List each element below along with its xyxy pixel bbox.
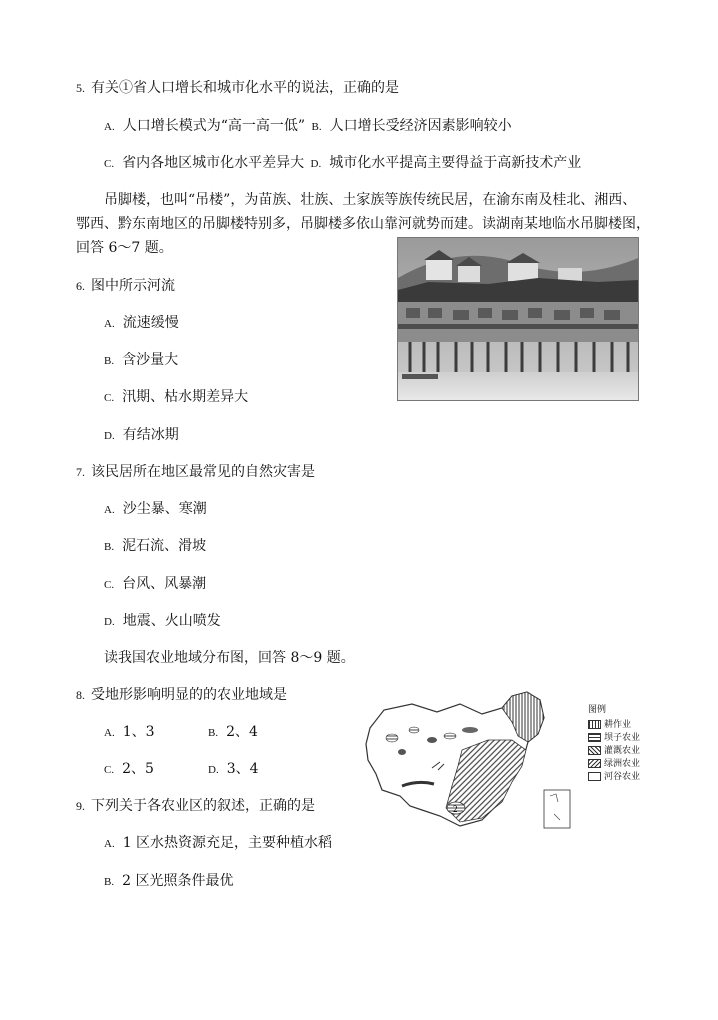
q8-opt-d: 3、4 [226,761,259,777]
legend-label-bazi: 坝子农业 [604,733,641,743]
q7-opt-d-letter: D. [104,616,115,628]
q5-opt-b[interactable]: 人口增长受经济因素影响较小 [329,118,512,134]
legend-item-oasis [588,756,648,769]
q5-stem-line [76,78,399,98]
q6-stem-line [76,276,175,296]
q7-number: 7. [76,465,85,479]
china-agriculture-map [362,690,647,830]
q8-option-b[interactable] [208,722,258,743]
q9-opt-b-letter: B. [104,876,115,888]
legend-item-valley [588,769,648,782]
q8-opt-b: 2、4 [226,724,258,740]
q6-option-a[interactable] [104,313,179,334]
q7-opt-b: 泥石流、滑坡 [122,538,207,554]
q6-opt-b: 含沙量大 [122,352,179,368]
q5-opt-c[interactable]: 省内各地区城市化水平差异大 [122,155,305,171]
q5-opt-d-letter: D. [310,158,322,170]
q6-opt-a: 流速缓慢 [122,315,179,331]
legend-swatch-farming [588,720,601,729]
q7-option-a[interactable] [104,499,207,520]
q8-opt-c-letter: C. [104,764,115,776]
q7-opt-a-letter: A. [104,504,115,516]
q9-opt-b: 2 区光照条件最优 [122,873,234,889]
q8-opt-a: 1、3 [122,724,155,740]
q6-opt-d: 有结冰期 [122,427,179,443]
q6-option-d[interactable] [104,425,179,446]
q6-opt-c: 汛期、枯水期差异大 [122,389,249,405]
legend-item-irrigation [588,743,648,756]
intro-67-line-3: 回答 6～7 题。 [76,240,173,256]
q5-number: 5. [76,81,85,95]
q8-opt-d-letter: D. [208,764,219,776]
q9-opt-a: 1 区水热资源充足，主要种植水稻 [122,835,333,851]
intro-67-line-2: 鄂西、黔东南地区的吊脚楼特别多，吊脚楼多依山靠河就势而建。读湖南某地临水吊脚楼图， [76,216,650,232]
q9-stem: 下列关于各农业区的叙述，正确的是 [91,798,315,814]
q7-stem: 该民居所在地区最常见的自然灾害是 [91,464,315,480]
legend-label-oasis: 绿洲农业 [604,759,641,769]
q5-opt-a-letter: A. [104,121,115,133]
q9-number: 9. [76,799,85,813]
q8-number: 8. [76,688,85,702]
q7-opt-a: 沙尘暴、寒潮 [122,501,207,517]
q9-option-b[interactable] [104,871,233,892]
intro-67-line-1: 吊脚楼，也叫“吊楼”，为苗族、壮族、土家族等族传统民居，在渝东南及桂北、湘西、 [104,192,637,208]
map-region-label: 2 [453,804,458,814]
q5-opt-d[interactable]: 城市化水平提高主要得益于高新技术产业 [329,155,582,171]
q7-option-b[interactable] [104,536,206,557]
q6-number: 6. [76,279,85,293]
legend-label-farming: 耕作业 [604,720,632,730]
intro-89: 读我国农业地域分布图，回答 8～9 题。 [104,650,355,666]
q9-opt-a-letter: A. [104,838,115,850]
legend-swatch-valley [588,772,601,781]
q6-opt-d-letter: D. [104,430,115,442]
q6-stem: 图中所示河流 [91,278,175,294]
q5-options-cd [104,153,581,174]
q5-opt-b-letter: B. [311,121,322,133]
q8-opt-b-letter: B. [208,727,219,739]
legend-swatch-oasis [588,759,601,768]
q6-option-b[interactable] [104,350,178,371]
q8-stem: 受地形影响明显的的农业地域是 [91,687,287,703]
q8-stem-line [76,685,287,705]
q9-stem-line [76,796,315,816]
stilt-house-photo [397,237,639,401]
q7-option-c[interactable] [104,574,206,595]
legend-label-valley: 河谷农业 [604,772,641,782]
q8-opt-a-letter: A. [104,727,115,739]
q7-opt-b-letter: B. [104,541,115,553]
q8-option-c[interactable] [104,759,154,780]
legend-swatch-irrigation [588,746,601,755]
q6-opt-a-letter: A. [104,318,115,330]
q8-opt-c: 2、5 [122,761,154,777]
legend-swatch-bazi [588,733,601,742]
q6-opt-b-letter: B. [104,355,115,367]
q6-opt-c-letter: C. [104,392,115,404]
q6-option-c[interactable] [104,387,248,408]
q5-options-ab [104,116,512,137]
q8-option-d[interactable] [208,759,259,780]
legend-item-bazi [588,730,648,743]
q8-option-a[interactable] [104,722,155,743]
q5-opt-c-letter: C. [104,158,115,170]
q7-opt-c-letter: C. [104,579,115,591]
q5-opt-a[interactable]: 人口增长模式为“高一高一低” [122,118,306,134]
legend-item-farming [588,717,648,730]
map-legend-title: 图例 [588,705,607,715]
q9-option-a[interactable] [104,833,332,854]
stilt-house-image [398,238,638,400]
q7-opt-d: 地震、火山喷发 [122,613,221,629]
q7-stem-line [76,462,315,482]
q5-stem: 有关①省人口增长和城市化水平的说法，正确的是 [91,80,399,96]
map-legend [588,702,648,782]
legend-label-irrigation: 灌溉农业 [604,746,641,756]
q7-option-d[interactable] [104,611,221,632]
q7-opt-c: 台风、风暴潮 [122,576,207,592]
